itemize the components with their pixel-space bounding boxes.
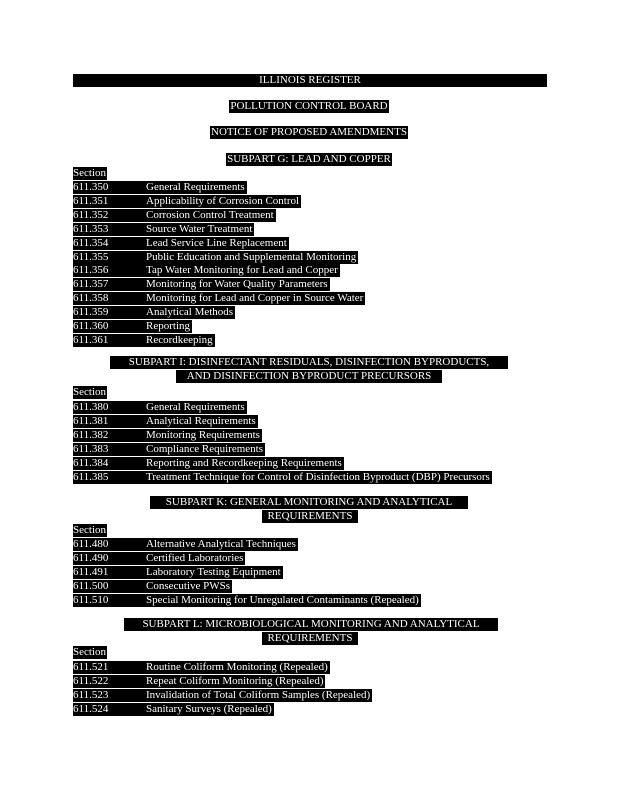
subpart-i-title-line2: AND DISINFECTION BYPRODUCT PRECURSORS xyxy=(176,370,442,383)
section-number: 611.491 xyxy=(73,566,146,579)
section-number: 611.500 xyxy=(73,580,146,593)
section-number: 611.355 xyxy=(73,251,146,264)
section-title: Sanitary Surveys (Repealed) xyxy=(146,702,272,715)
section-number: 611.352 xyxy=(73,209,146,222)
section-number: 611.353 xyxy=(73,223,146,236)
section-number: 611.521 xyxy=(73,661,146,674)
section-title: Source Water Treatment xyxy=(146,222,253,235)
section-number: 611.358 xyxy=(73,292,146,305)
section-number: 611.523 xyxy=(73,689,146,702)
section-title: Public Education and Supplemental Monitoring xyxy=(146,250,357,263)
section-number: 611.490 xyxy=(73,552,146,565)
section-number: 611.357 xyxy=(73,278,146,291)
section-title: Routine Coliform Monitoring (Repealed) xyxy=(146,661,328,673)
section-title: Certified Laboratories xyxy=(146,551,244,564)
section-number: 611.480 xyxy=(73,538,146,551)
section-number: 611.524 xyxy=(73,703,146,716)
subpart-l-title-line1: SUBPART L: MICROBIOLOGICAL MONITORING AND ANALYTICAL xyxy=(124,618,498,631)
section-title: Lead Service Line Replacement xyxy=(146,236,287,249)
subpart-g-section-label: Section xyxy=(73,167,106,179)
section-title: Tap Water Monitoring for Lead and Copper xyxy=(146,264,338,277)
section-title: Applicability of Corrosion Control xyxy=(146,194,300,207)
section-number: 611.360 xyxy=(73,320,146,333)
section-number: 611.356 xyxy=(73,264,146,277)
subpart-k-section-label: Section xyxy=(73,524,106,536)
section-number: 611.361 xyxy=(73,334,146,347)
subpart-l-title-line2: REQUIREMENTS xyxy=(262,632,358,645)
section-number: 611.385 xyxy=(73,471,146,484)
section-title: Recordkeeping xyxy=(146,333,213,346)
section-title: Treatment Technique for Control of Disinfection Byproduct (DBP) Precursors xyxy=(146,470,490,483)
section-number: 611.522 xyxy=(73,675,146,688)
section-number: 611.359 xyxy=(73,306,146,319)
section-number: 611.383 xyxy=(73,443,146,456)
section-title: Alternative Analytical Techniques xyxy=(146,538,296,550)
section-title: Consecutive PWSs xyxy=(146,579,231,592)
section-number: 611.350 xyxy=(73,181,146,194)
subpart-g-title: SUBPART G: LEAD AND COPPER xyxy=(227,153,391,165)
section-number: 611.380 xyxy=(73,401,146,414)
notice-title-line xyxy=(0,126,618,139)
section-title: Monitoring Requirements xyxy=(146,428,260,441)
subpart-i-title-line1: SUBPART I: DISINFECTANT RESIDUALS, DISINFECTION BYPRODUCTS, xyxy=(110,356,508,369)
section-number: 611.381 xyxy=(73,415,146,428)
section-title: Analytical Methods xyxy=(146,306,234,319)
section-number: 611.351 xyxy=(73,195,146,208)
subpart-g-heading xyxy=(0,153,618,166)
section-title: General Requirements xyxy=(146,181,245,193)
section-title: General Requirements xyxy=(146,401,245,413)
section-title: Analytical Requirements xyxy=(146,414,256,427)
section-title: Repeat Coliform Monitoring (Repealed) xyxy=(146,674,324,687)
section-number: 611.510 xyxy=(73,594,146,607)
section-title: Reporting and Recordkeeping Requirements xyxy=(146,456,342,469)
section-title: Monitoring for Lead and Copper in Source Water xyxy=(146,292,364,305)
board-title-line xyxy=(0,100,618,113)
section-title: Reporting xyxy=(146,320,190,332)
section-title: Compliance Requirements xyxy=(146,442,263,455)
subpart-l-section-label: Section xyxy=(73,646,106,658)
section-number: 611.384 xyxy=(73,457,146,470)
subpart-k-title-line2: REQUIREMENTS xyxy=(262,510,358,523)
board-title: POLLUTION CONTROL BOARD xyxy=(230,100,388,112)
notice-title: NOTICE OF PROPOSED AMENDMENTS xyxy=(211,126,407,138)
section-title: Corrosion Control Treatment xyxy=(146,208,274,221)
subpart-i-section-label: Section xyxy=(73,386,106,398)
register-title: ILLINOIS REGISTER xyxy=(73,74,547,87)
section-number: 611.354 xyxy=(73,237,146,250)
section-number: 611.382 xyxy=(73,429,146,442)
section-title: Monitoring for Water Quality Parameters xyxy=(146,278,328,291)
section-title: Laboratory Testing Equipment xyxy=(146,565,281,578)
section-title: Invalidation of Total Coliform Samples (Repealed) xyxy=(146,688,371,701)
subpart-k-title-line1: SUBPART K: GENERAL MONITORING AND ANALYTICAL xyxy=(150,496,468,509)
section-title: Special Monitoring for Unregulated Contaminants (Repealed) xyxy=(146,593,419,606)
